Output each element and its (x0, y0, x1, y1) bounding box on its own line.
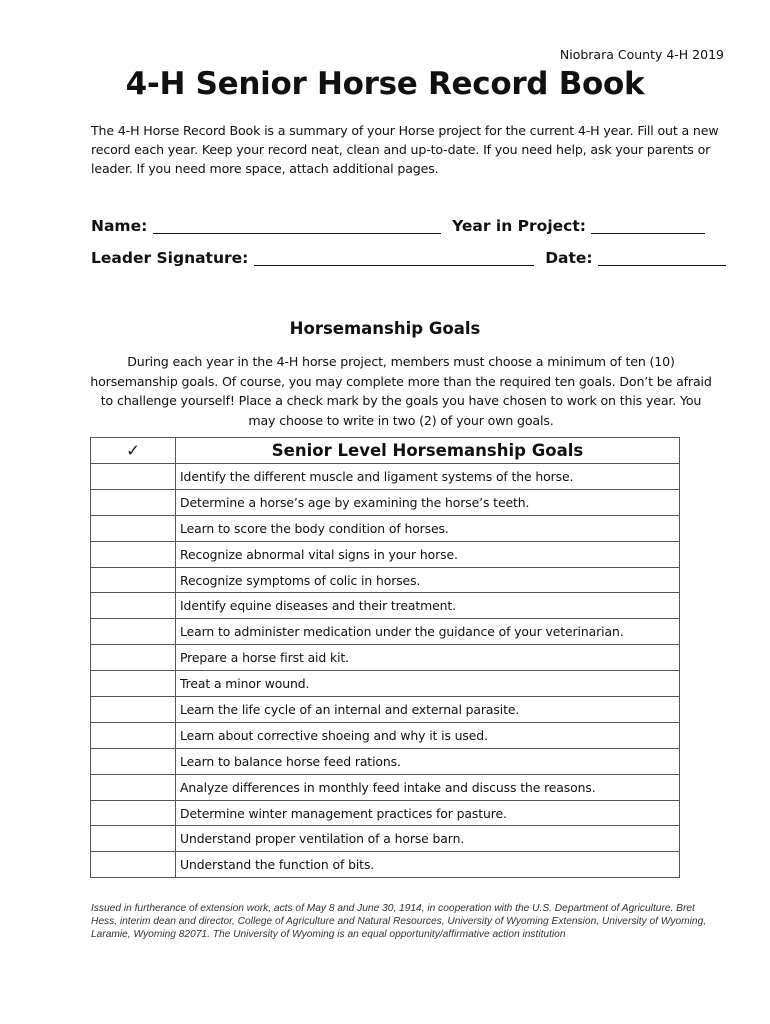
table-row (91, 748, 680, 774)
goals-table (90, 437, 680, 878)
county-year-label: Niobrara County 4-H 2019 (559, 47, 724, 62)
table-row (91, 619, 680, 645)
table-row (91, 645, 680, 671)
goal-checkbox-cell[interactable] (91, 515, 176, 541)
table-row (91, 826, 680, 852)
goal-checkbox-cell[interactable] (91, 722, 176, 748)
goal-checkbox-cell[interactable] (91, 567, 176, 593)
goals-table-body (91, 464, 680, 878)
leader-signature-label: Leader Signature: (91, 249, 249, 267)
goal-checkbox-cell[interactable] (91, 593, 176, 619)
goal-text: Recognize symptoms of colic in horses. (176, 567, 680, 593)
goals-column-header: Senior Level Horsemanship Goals (176, 438, 680, 464)
goal-text: Learn to balance horse feed rations. (176, 748, 680, 774)
goal-text: Learn the life cycle of an internal and external parasite. (176, 697, 680, 723)
table-row (91, 489, 680, 515)
year-in-project-field[interactable] (591, 217, 705, 234)
leader-date-row (91, 249, 726, 267)
goal-checkbox-cell[interactable] (91, 619, 176, 645)
intro-paragraph: The 4-H Horse Record Book is a summary of your Horse project for the current 4-H year. Fill out a new record each year. Keep your record neat, clean and up-to-date. If you need help, ask your parents or leader. If you need more space, attach additional pages. (91, 123, 719, 176)
goal-text: Determine winter management practices for pasture. (176, 800, 680, 826)
table-row (91, 722, 680, 748)
goal-text: Identify equine diseases and their treatment. (176, 593, 680, 619)
goal-checkbox-cell[interactable] (91, 852, 176, 878)
table-row (91, 593, 680, 619)
table-row (91, 567, 680, 593)
goal-text: Learn about corrective shoeing and why it is used. (176, 722, 680, 748)
table-row (91, 541, 680, 567)
table-row (91, 774, 680, 800)
name-year-row (91, 217, 705, 235)
goal-checkbox-cell[interactable] (91, 697, 176, 723)
goal-checkbox-cell[interactable] (91, 464, 176, 490)
goal-text: Prepare a horse first aid kit. (176, 645, 680, 671)
check-column-header: ✓ (91, 438, 176, 464)
goals-table-header (91, 438, 680, 464)
goal-text: Understand the function of bits. (176, 852, 680, 878)
goal-text: Identify the different muscle and ligament systems of the horse. (176, 464, 680, 490)
goal-checkbox-cell[interactable] (91, 645, 176, 671)
horsemanship-goals-heading: Horsemanship Goals (289, 319, 481, 338)
name-field[interactable] (153, 217, 441, 234)
year-in-project-label: Year in Project: (452, 217, 586, 235)
page-title: 4-H Senior Horse Record Book (125, 66, 645, 102)
goal-checkbox-cell[interactable] (91, 489, 176, 515)
horsemanship-goals-description: During each year in the 4-H horse project, members must choose a minimum of ten (10) horsemanship goals. Of course, you may complete more than the required ten goals. Don’t be afraid to challenge yourself! Place a check mark by the goals you have chosen to work on this year. You may choose to write in two (2) of your own goals. (90, 354, 712, 428)
goal-text: Learn to score the body condition of horses. (176, 515, 680, 541)
goal-checkbox-cell[interactable] (91, 800, 176, 826)
table-row (91, 852, 680, 878)
goal-text: Understand proper ventilation of a horse barn. (176, 826, 680, 852)
goal-checkbox-cell[interactable] (91, 541, 176, 567)
extension-disclaimer: Issued in furtherance of extension work, acts of May 8 and June 30, 1914, in cooperation with the U.S. Department of Agriculture. Bret Hess, interim dean and director, College of Agriculture and Natural Resources, University of Wyoming Extension, University of Wyoming, Laramie, Wyoming 82071. The University of Wyoming is an equal opportunity/affirmative action institution (91, 903, 707, 940)
goal-text: Analyze differences in monthly feed intake and discuss the reasons. (176, 774, 680, 800)
date-label: Date: (545, 249, 593, 267)
goal-checkbox-cell[interactable] (91, 748, 176, 774)
name-label: Name: (91, 217, 148, 235)
table-row (91, 697, 680, 723)
date-field[interactable] (598, 249, 726, 266)
leader-signature-field[interactable] (254, 249, 534, 266)
goal-text: Determine a horse’s age by examining the horse’s teeth. (176, 489, 680, 515)
table-row (91, 464, 680, 490)
table-row (91, 671, 680, 697)
goal-checkbox-cell[interactable] (91, 671, 176, 697)
goal-checkbox-cell[interactable] (91, 826, 176, 852)
goal-checkbox-cell[interactable] (91, 774, 176, 800)
goal-text: Learn to administer medication under the guidance of your veterinarian. (176, 619, 680, 645)
table-row (91, 800, 680, 826)
table-row (91, 515, 680, 541)
goal-text: Treat a minor wound. (176, 671, 680, 697)
goal-text: Recognize abnormal vital signs in your horse. (176, 541, 680, 567)
